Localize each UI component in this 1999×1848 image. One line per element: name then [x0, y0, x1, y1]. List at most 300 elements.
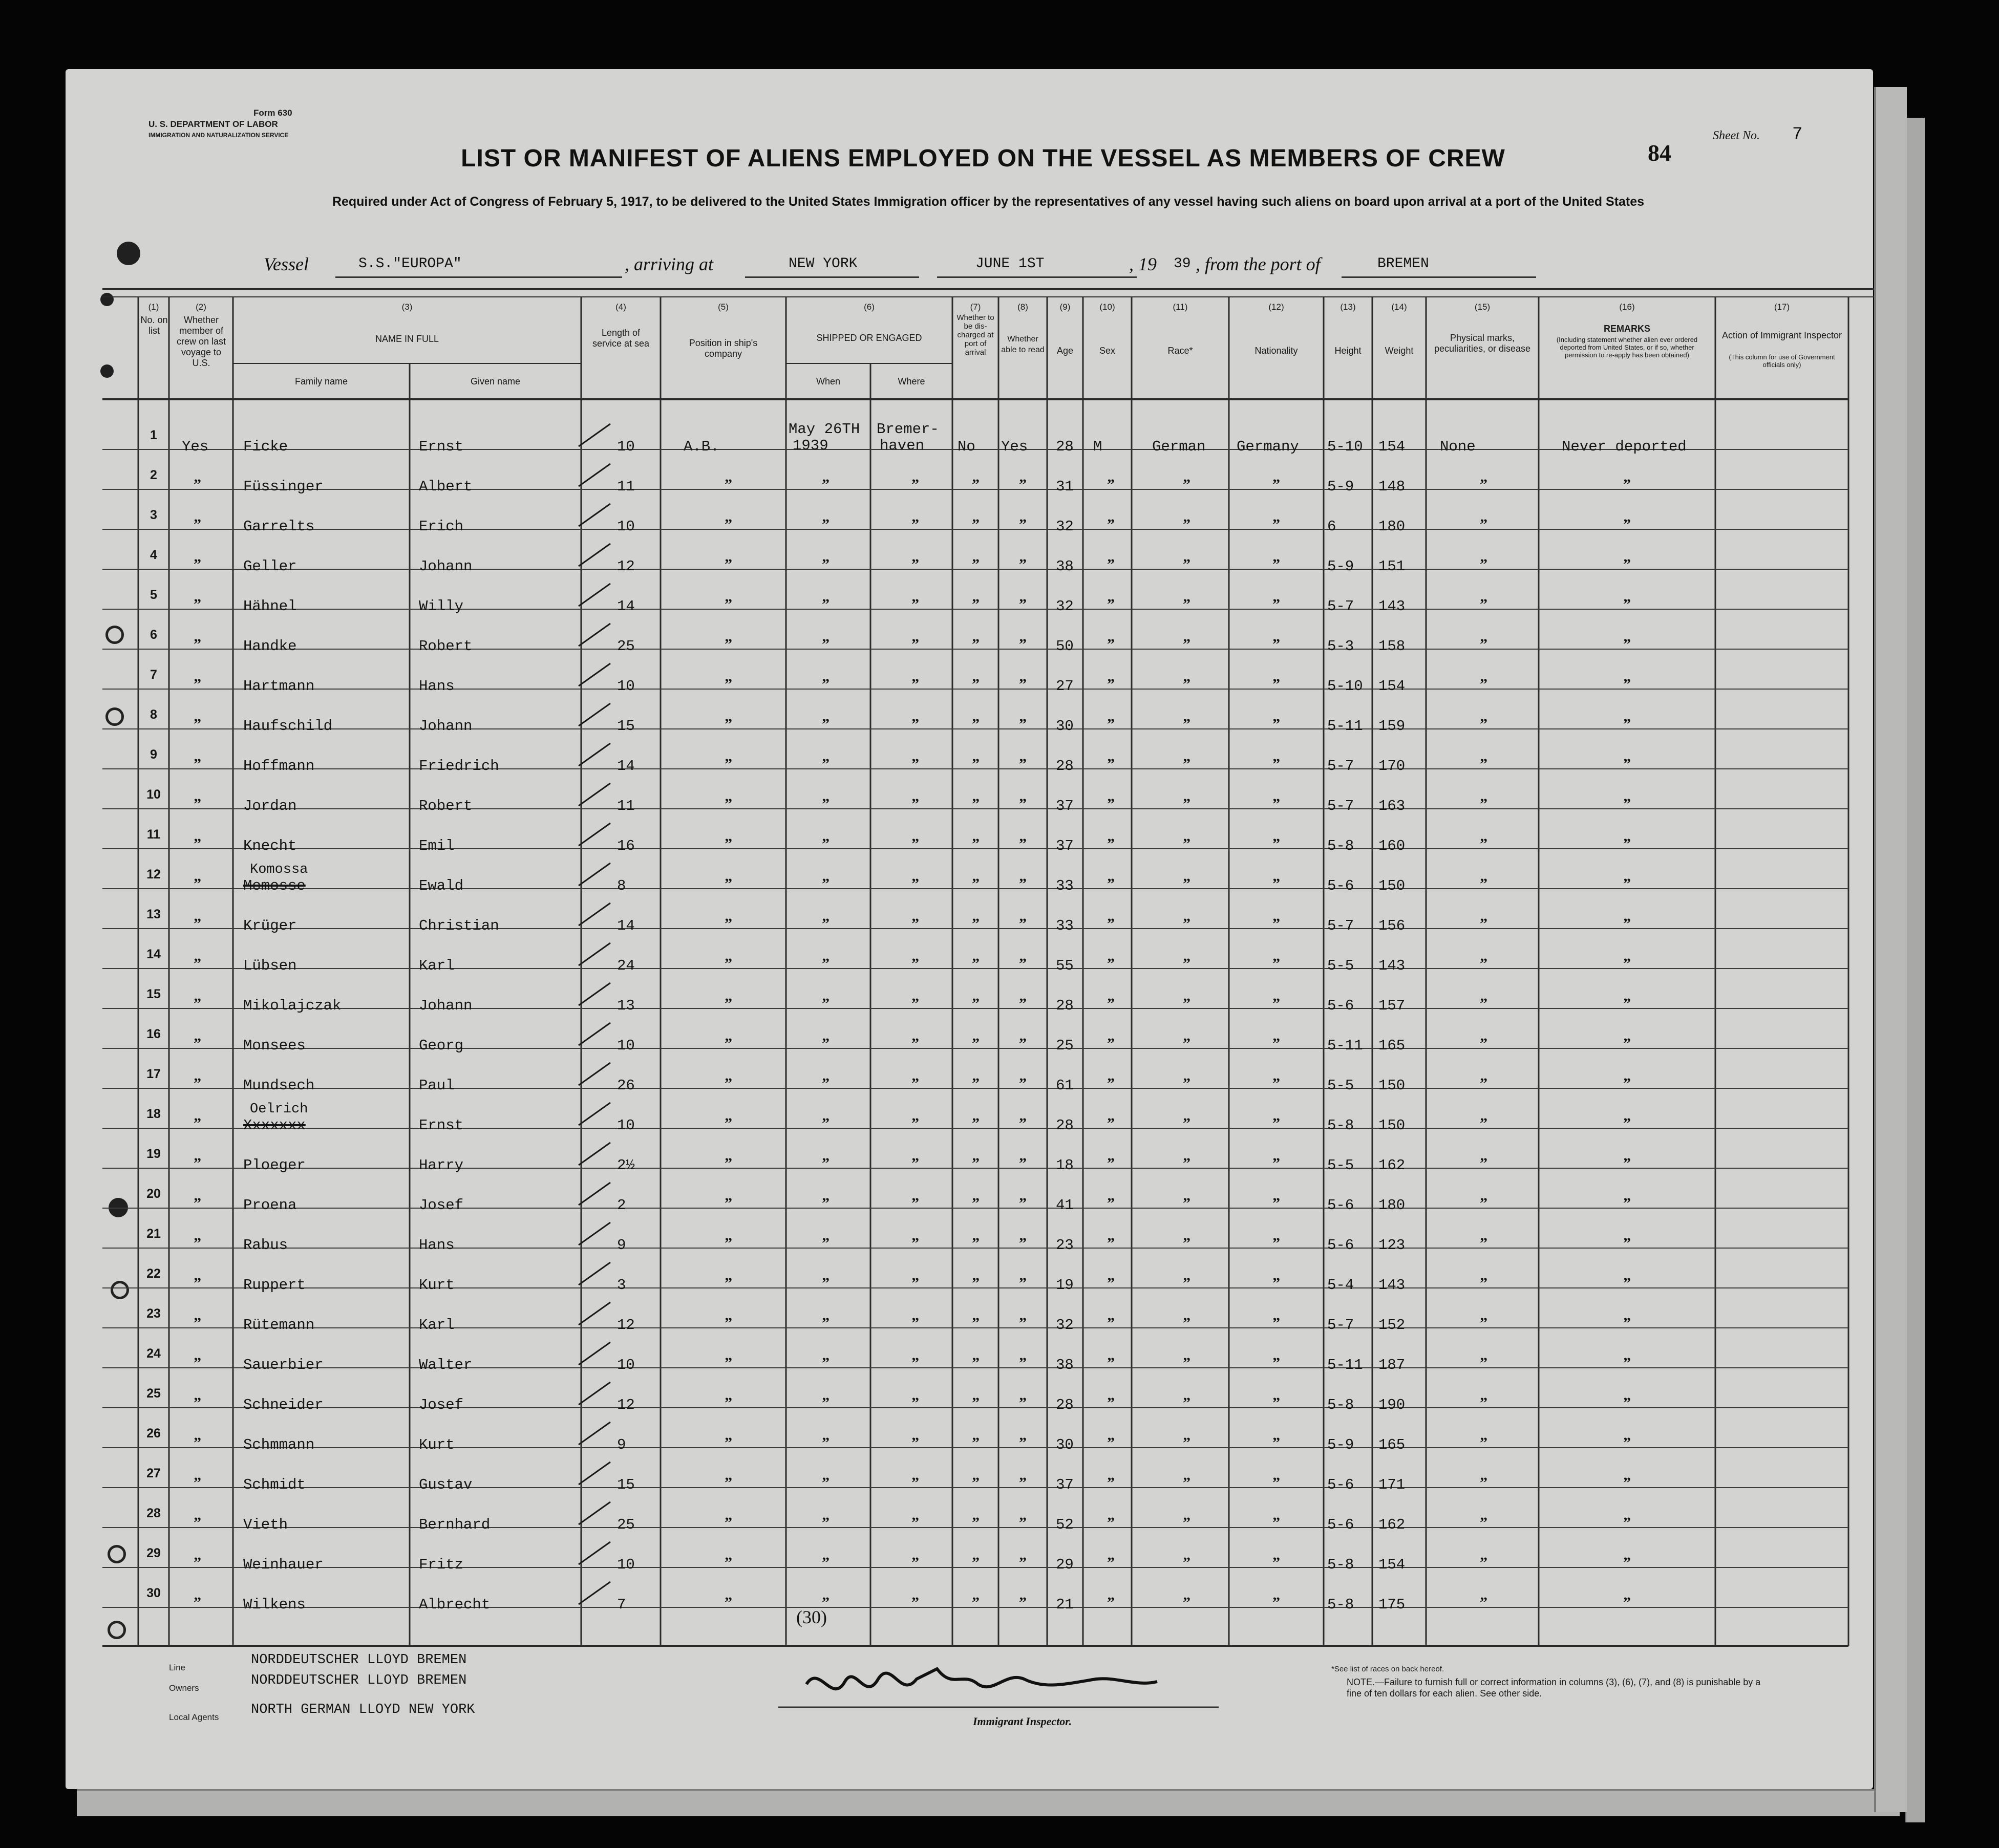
col11-header: Race*	[1167, 346, 1193, 356]
ditto-prev-voyage: ”	[194, 1275, 201, 1292]
ditto-where: ”	[911, 1355, 919, 1371]
height: 5-6	[1327, 1237, 1354, 1254]
ditto-sex: ”	[1107, 1195, 1115, 1212]
ditto-race: ”	[1183, 676, 1190, 693]
family-name: Haufschild	[243, 718, 333, 735]
ditto-read: ”	[1019, 516, 1027, 533]
ditto-sex: ”	[1107, 1394, 1115, 1411]
ditto-discharged: ”	[972, 1235, 980, 1252]
row-number: 17	[146, 1067, 161, 1081]
ditto-nationality: ”	[1272, 596, 1280, 613]
service-tick-mark	[579, 424, 610, 446]
ditto-race: ”	[1183, 955, 1190, 972]
family-name: Hähnel	[243, 598, 297, 615]
ditto-when: ”	[822, 1235, 830, 1252]
ditto-race: ”	[1183, 995, 1190, 1012]
given-name: Georg	[419, 1037, 464, 1054]
row-number: 28	[146, 1506, 161, 1520]
ditto-when: ”	[822, 1195, 830, 1212]
age: 38	[1056, 558, 1074, 575]
col6b-header: Where	[898, 376, 925, 386]
ditto-read: ”	[1019, 1554, 1027, 1571]
ditto-where: ”	[911, 955, 919, 972]
row-number: 30	[146, 1586, 161, 1600]
ditto-sex: ”	[1107, 676, 1115, 693]
ditto-read: ”	[1019, 1195, 1027, 1212]
ditto-remarks: ”	[1623, 756, 1631, 772]
height: 5-6	[1327, 877, 1354, 894]
ditto-marks: ”	[1480, 1554, 1487, 1571]
height: 5-3	[1327, 638, 1354, 655]
ditto-position: ”	[725, 1554, 732, 1571]
weight: 162	[1378, 1516, 1406, 1533]
ditto-remarks: ”	[1623, 716, 1631, 733]
ditto-when: ”	[822, 1554, 830, 1571]
ditto-where: ”	[911, 596, 919, 613]
ditto-nationality: ”	[1272, 1554, 1280, 1571]
ditto-discharged: ”	[972, 1315, 980, 1331]
given-name: Robert	[419, 638, 473, 655]
given-name: Emil	[419, 837, 455, 854]
row-number: 26	[146, 1426, 161, 1441]
ditto-position: ”	[725, 1514, 732, 1531]
ditto-remarks: ”	[1623, 796, 1631, 812]
age: 27	[1056, 678, 1074, 695]
ditto-position: ”	[725, 995, 732, 1012]
ditto-nationality: ”	[1272, 1434, 1280, 1451]
ditto-discharged: ”	[972, 835, 980, 852]
service-years: 15	[617, 718, 635, 735]
service-tick-mark	[579, 983, 610, 1005]
ditto-position: ”	[725, 796, 732, 812]
service-tick-mark	[579, 903, 610, 926]
ditto-nationality: ”	[1272, 1155, 1280, 1172]
service-years: 11	[617, 798, 635, 814]
ditto-read: ”	[1019, 1235, 1027, 1252]
ditto-nationality: ”	[1272, 1474, 1280, 1491]
col17-subheader: (This column for use of Government officials only)	[1729, 353, 1835, 369]
ditto-when: ”	[822, 995, 830, 1012]
col10-number: (10)	[1099, 302, 1115, 312]
ditto-prev-voyage: ”	[194, 1394, 201, 1411]
col14-header: Weight	[1385, 346, 1414, 356]
ditto-discharged: ”	[972, 1075, 980, 1092]
ditto-sex: ”	[1107, 1075, 1115, 1092]
height: 5-5	[1327, 1077, 1354, 1094]
ditto-nationality: ”	[1272, 1035, 1280, 1052]
ditto-nationality: ”	[1272, 676, 1280, 693]
ditto-nationality: ”	[1272, 1394, 1280, 1411]
col2-header: Whether member of crew on last voyage to U.S.	[176, 315, 226, 368]
line-label: Line	[169, 1663, 186, 1672]
ditto-when: ”	[822, 1474, 830, 1491]
service-years: 10	[617, 678, 635, 695]
service-years: 10	[617, 518, 635, 535]
ditto-discharged: ”	[972, 756, 980, 772]
family-name: Ruppert	[243, 1277, 306, 1294]
ditto-nationality: ”	[1272, 636, 1280, 653]
col17-header: Action of Immigrant Inspector	[1721, 330, 1842, 340]
ditto-when: ”	[822, 1115, 830, 1132]
ditto-nationality: ”	[1272, 1594, 1280, 1611]
ditto-sex: ”	[1107, 556, 1115, 573]
ditto-position: ”	[725, 596, 732, 613]
ditto-where: ”	[911, 1474, 919, 1491]
ditto-where: ”	[911, 995, 919, 1012]
agents-label: Local Agents	[169, 1712, 219, 1722]
ditto-race: ”	[1183, 835, 1190, 852]
ditto-remarks: ”	[1623, 835, 1631, 852]
height: 5-10	[1327, 438, 1363, 455]
height: 5-7	[1327, 798, 1354, 814]
ditto-discharged: ”	[972, 1155, 980, 1172]
height: 5-10	[1327, 678, 1363, 695]
ditto-when: ”	[822, 796, 830, 812]
given-name: Albrecht	[419, 1596, 491, 1613]
col7-header: Whether to be dis-charged at port of arrival	[956, 313, 994, 357]
ditto-read: ”	[1019, 1315, 1027, 1331]
service-tick-mark	[579, 1262, 610, 1285]
family-name: Monsees	[243, 1037, 306, 1054]
age: 32	[1056, 518, 1074, 535]
ditto-position: ”	[725, 1474, 732, 1491]
ditto-prev-voyage: ”	[194, 756, 201, 772]
ditto-sex: ”	[1107, 636, 1115, 653]
height: 5-11	[1327, 1037, 1363, 1054]
ditto-when: ”	[822, 476, 830, 493]
ditto-marks: ”	[1480, 1155, 1487, 1172]
row-number: 12	[146, 867, 161, 882]
service-tick-mark	[579, 544, 610, 566]
height: 5-8	[1327, 1396, 1354, 1413]
age: 32	[1056, 1317, 1074, 1334]
owners-label: Owners	[169, 1683, 199, 1693]
row1-physical-marks: None	[1440, 438, 1476, 455]
ditto-read: ”	[1019, 756, 1027, 772]
family-name-correction: Komossa	[250, 862, 308, 877]
col3a-header: Family name	[294, 376, 348, 386]
service-tick-mark	[579, 504, 610, 526]
weight: 154	[1378, 438, 1406, 455]
col15-number: (15)	[1474, 302, 1491, 312]
age: 37	[1056, 798, 1074, 814]
ditto-discharged: ”	[972, 1195, 980, 1212]
row-number: 4	[150, 548, 157, 562]
ditto-read: ”	[1019, 835, 1027, 852]
weight: 154	[1378, 1556, 1406, 1573]
ditto-sex: ”	[1107, 1275, 1115, 1292]
height: 5-6	[1327, 1197, 1354, 1214]
ditto-marks: ”	[1480, 1075, 1487, 1092]
age: 28	[1056, 1117, 1074, 1134]
ditto-sex: ”	[1107, 1155, 1115, 1172]
document-title: LIST OR MANIFEST OF ALIENS EMPLOYED ON THE VESSEL AS MEMBERS OF CREW	[461, 145, 1505, 172]
weight: 156	[1378, 917, 1406, 934]
year-prefix: , 19	[1129, 254, 1157, 274]
ditto-position: ”	[725, 676, 732, 693]
ditto-race: ”	[1183, 1474, 1190, 1491]
ditto-when: ”	[822, 716, 830, 733]
ditto-sex: ”	[1107, 915, 1115, 932]
weight: 170	[1378, 758, 1406, 775]
service-years: 11	[617, 478, 635, 495]
ditto-remarks: ”	[1623, 1275, 1631, 1292]
ditto-nationality: ”	[1272, 476, 1280, 493]
ditto-marks: ”	[1480, 875, 1487, 892]
weight: 159	[1378, 718, 1406, 735]
ditto-read: ”	[1019, 596, 1027, 613]
family-name: Ficke	[243, 438, 288, 455]
ditto-position: ”	[725, 1355, 732, 1371]
family-name: Knecht	[243, 837, 297, 854]
ditto-remarks: ”	[1623, 1554, 1631, 1571]
ditto-race: ”	[1183, 1554, 1190, 1571]
ditto-sex: ”	[1107, 1315, 1115, 1331]
weight: 143	[1378, 957, 1406, 974]
height: 5-8	[1327, 837, 1354, 854]
ditto-discharged: ”	[972, 556, 980, 573]
ditto-read: ”	[1019, 995, 1027, 1012]
height: 5-5	[1327, 957, 1354, 974]
age: 28	[1056, 438, 1074, 455]
ditto-marks: ”	[1480, 756, 1487, 772]
ditto-when: ”	[822, 1434, 830, 1451]
ditto-race: ”	[1183, 1355, 1190, 1371]
local-agents: NORTH GERMAN LLOYD NEW YORK	[251, 1702, 475, 1717]
service-years: 12	[617, 1317, 635, 1334]
ditto-discharged: ”	[972, 1434, 980, 1451]
ditto-marks: ”	[1480, 1594, 1487, 1611]
row-number: 10	[146, 787, 161, 802]
service-years: 2	[617, 1197, 626, 1214]
height: 5-9	[1327, 1436, 1354, 1453]
weight: 158	[1378, 638, 1406, 655]
row-number: 6	[150, 628, 157, 642]
family-name: Lübsen	[243, 957, 297, 974]
ditto-discharged: ”	[972, 796, 980, 812]
family-name: Rabus	[243, 1237, 288, 1254]
ditto-marks: ”	[1480, 1514, 1487, 1531]
row1-shipped-where-1: Bremer-	[877, 421, 939, 438]
given-name: Karl	[419, 957, 455, 974]
given-name: Ernst	[419, 438, 464, 455]
ditto-sex: ”	[1107, 716, 1115, 733]
ditto-marks: ”	[1480, 995, 1487, 1012]
ditto-read: ”	[1019, 1275, 1027, 1292]
height: 5-7	[1327, 1317, 1354, 1334]
ditto-read: ”	[1019, 676, 1027, 693]
ditto-prev-voyage: ”	[194, 1594, 201, 1611]
age: 52	[1056, 1516, 1074, 1533]
row-number: 1	[150, 428, 157, 442]
row1-discharged: No	[958, 438, 975, 455]
page-number: 84	[1648, 140, 1671, 166]
row-number: 29	[146, 1546, 161, 1560]
ditto-prev-voyage: ”	[194, 716, 201, 733]
weight: 150	[1378, 877, 1406, 894]
ditto-where: ”	[911, 1514, 919, 1531]
ditto-read: ”	[1019, 636, 1027, 653]
ditto-position: ”	[725, 636, 732, 653]
given-name: Friedrich	[419, 758, 499, 775]
ditto-prev-voyage: ”	[194, 796, 201, 812]
ditto-read: ”	[1019, 1594, 1027, 1611]
row-number: 23	[146, 1306, 161, 1321]
col2-number: (2)	[196, 302, 206, 312]
weight: 157	[1378, 997, 1406, 1014]
ditto-where: ”	[911, 1394, 919, 1411]
family-name: Proena	[243, 1197, 297, 1214]
service-tick-mark	[579, 1542, 610, 1564]
service-years: 25	[617, 1516, 635, 1533]
service-tick-mark	[579, 1422, 610, 1445]
ditto-race: ”	[1183, 915, 1190, 932]
ditto-read: ”	[1019, 556, 1027, 573]
height: 5-7	[1327, 917, 1354, 934]
row1-sex: M	[1093, 438, 1102, 455]
family-name: Xxxxxxx	[243, 1117, 306, 1134]
service-years: 14	[617, 917, 635, 934]
ditto-discharged: ”	[972, 1394, 980, 1411]
family-name-correction: Oelrich	[250, 1102, 308, 1117]
ditto-marks: ”	[1480, 516, 1487, 533]
age: 32	[1056, 598, 1074, 615]
from-label: , from the port of	[1196, 254, 1321, 274]
row-number: 5	[150, 588, 157, 602]
total-count: (30)	[796, 1607, 827, 1627]
row1-remarks: Never deported	[1562, 438, 1687, 455]
service-tick-mark	[579, 1302, 610, 1325]
ditto-sex: ”	[1107, 1355, 1115, 1371]
ditto-where: ”	[911, 516, 919, 533]
ditto-remarks: ”	[1623, 596, 1631, 613]
document-subtitle: Required under Act of Congress of February 5, 1917, to be delivered to the United States Immigration officer by the representatives of any vessel having such aliens on board upon arrival at a port of the United States	[332, 195, 1645, 209]
weight: 148	[1378, 478, 1406, 495]
age: 30	[1056, 718, 1074, 735]
ditto-when: ”	[822, 756, 830, 772]
given-name: Fritz	[419, 1556, 464, 1573]
col3-number: (3)	[401, 302, 413, 312]
ditto-discharged: ”	[972, 476, 980, 493]
ditto-sex: ”	[1107, 596, 1115, 613]
weight: 151	[1378, 558, 1406, 575]
age: 50	[1056, 638, 1074, 655]
ditto-sex: ”	[1107, 1514, 1115, 1531]
weight: 162	[1378, 1157, 1406, 1174]
ditto-remarks: ”	[1623, 676, 1631, 693]
ditto-nationality: ”	[1272, 716, 1280, 733]
owners: NORDDEUTSCHER LLOYD BREMEN	[251, 1673, 467, 1688]
given-name: Harry	[419, 1157, 464, 1174]
ditto-remarks: ”	[1623, 1594, 1631, 1611]
weight: 143	[1378, 1277, 1406, 1294]
ditto-when: ”	[822, 1075, 830, 1092]
family-name: Ploeger	[243, 1157, 306, 1174]
ditto-discharged: ”	[972, 1594, 980, 1611]
ditto-where: ”	[911, 556, 919, 573]
family-name: Handke	[243, 638, 297, 655]
ditto-marks: ”	[1480, 1115, 1487, 1132]
height: 5-6	[1327, 1516, 1354, 1533]
age: 28	[1056, 1396, 1074, 1413]
ditto-race: ”	[1183, 1035, 1190, 1052]
service-tick-mark	[579, 703, 610, 726]
family-name: Schmmann	[243, 1436, 315, 1453]
ditto-nationality: ”	[1272, 915, 1280, 932]
service-years: 8	[617, 877, 626, 894]
ditto-sex: ”	[1107, 875, 1115, 892]
col12-header: Nationality	[1254, 346, 1298, 356]
service-years: 10	[617, 1357, 635, 1373]
arriving-label: , arriving at	[625, 254, 714, 274]
given-name: Gustav	[419, 1476, 473, 1493]
ditto-sex: ”	[1107, 796, 1115, 812]
sheet-label: Sheet No.	[1713, 129, 1760, 142]
age: 33	[1056, 917, 1074, 934]
family-name: Schmidt	[243, 1476, 306, 1493]
col4-header: Length of service at sea	[592, 328, 650, 349]
age: 38	[1056, 1357, 1074, 1373]
ditto-where: ”	[911, 756, 919, 772]
service-years: 16	[617, 837, 635, 854]
family-name: Weinhauer	[243, 1556, 324, 1573]
weight: 150	[1378, 1077, 1406, 1094]
ditto-sex: ”	[1107, 516, 1115, 533]
vessel-label: Vessel	[264, 254, 309, 274]
age: 61	[1056, 1077, 1074, 1094]
height: 5-8	[1327, 1117, 1354, 1134]
service-years: 9	[617, 1237, 626, 1254]
col6a-header: When	[816, 376, 841, 386]
family-name: Rütemann	[243, 1317, 315, 1334]
ditto-when: ”	[822, 1275, 830, 1292]
service-name: IMMIGRATION AND NATURALIZATION SERVICE	[148, 132, 289, 139]
ditto-remarks: ”	[1623, 1315, 1631, 1331]
col4-number: (4)	[615, 302, 626, 312]
given-name: Willy	[419, 598, 464, 615]
col13-header: Height	[1334, 346, 1362, 356]
ditto-position: ”	[725, 716, 732, 733]
ditto-discharged: ”	[972, 1275, 980, 1292]
weight: 180	[1378, 1197, 1406, 1214]
ditto-prev-voyage: ”	[194, 1514, 201, 1531]
given-name: Hans	[419, 678, 455, 695]
ditto-position: ”	[725, 875, 732, 892]
ditto-sex: ”	[1107, 1434, 1115, 1451]
row-number: 22	[146, 1266, 161, 1281]
ditto-race: ”	[1183, 556, 1190, 573]
given-name: Josef	[419, 1396, 464, 1413]
col9-number: (9)	[1059, 302, 1071, 312]
row-number: 3	[150, 508, 157, 522]
service-tick-mark	[579, 464, 610, 486]
row-number: 24	[146, 1346, 161, 1361]
ditto-read: ”	[1019, 1035, 1027, 1052]
col3b-header: Given name	[470, 376, 521, 386]
ditto-sex: ”	[1107, 1035, 1115, 1052]
ditto-marks: ”	[1480, 476, 1487, 493]
col5-header: Position in ship's company	[689, 338, 758, 359]
ditto-nationality: ”	[1272, 1115, 1280, 1132]
height: 5-4	[1327, 1277, 1354, 1294]
ditto-discharged: ”	[972, 596, 980, 613]
ditto-prev-voyage: ”	[194, 1075, 201, 1092]
service-years: 14	[617, 598, 635, 615]
ditto-race: ”	[1183, 476, 1190, 493]
height: 6	[1327, 518, 1336, 535]
ditto-marks: ”	[1480, 915, 1487, 932]
row-number: 14	[146, 947, 161, 961]
